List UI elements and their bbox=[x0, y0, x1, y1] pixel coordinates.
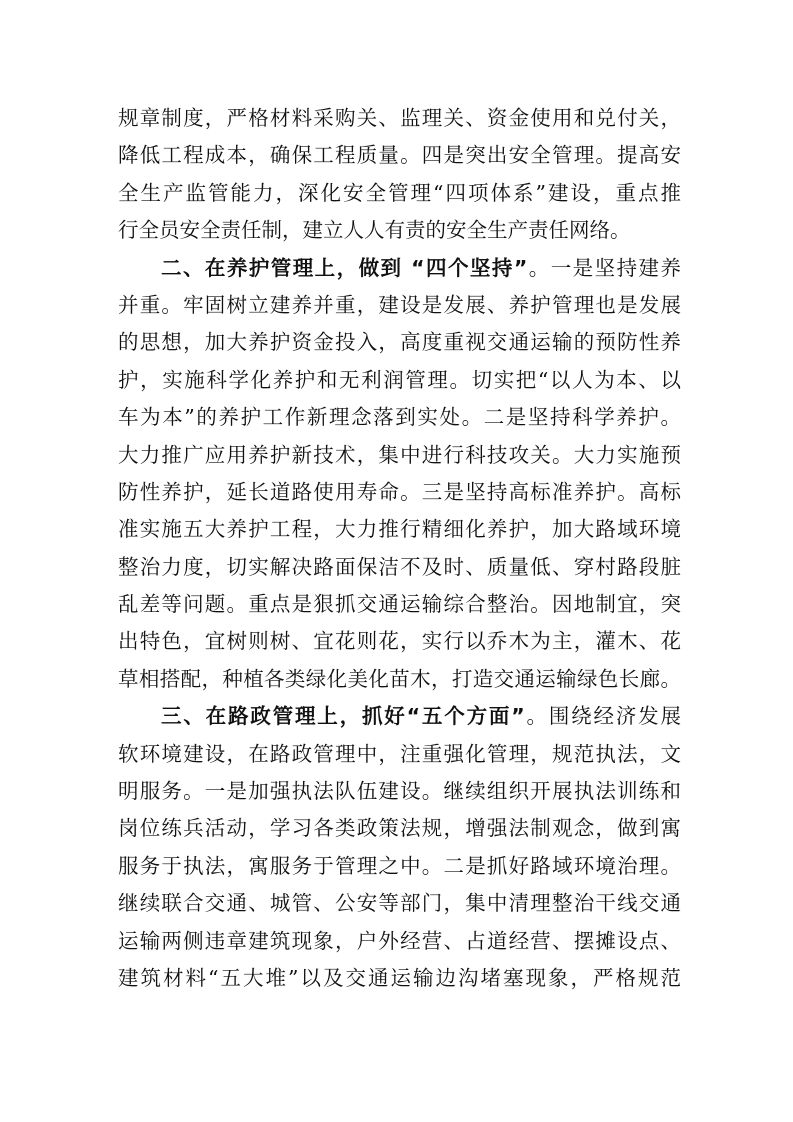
text-line bbox=[118, 661, 681, 698]
line-text: 服务于执法，寓服务于管理之中。二是抓好路域环境治理。 bbox=[118, 853, 681, 878]
line-text: 降低工程成本，确保工程质量。四是突出安全管理。提高安 bbox=[118, 143, 681, 168]
text-line bbox=[118, 810, 681, 847]
text-line bbox=[118, 848, 681, 885]
text-line bbox=[118, 773, 681, 810]
text-line bbox=[118, 212, 681, 249]
line-text: 车为本”的养护工作新理念落到实处。二是坚持科学养护。 bbox=[118, 405, 681, 430]
line-text: 大力推广应用养护新技术，集中进行科技攻关。大力实施预 bbox=[118, 442, 681, 467]
text-line bbox=[118, 923, 681, 960]
line-text: 软环境建设，在路政管理中，注重强化管理，规范执法，文 bbox=[118, 741, 681, 766]
line-text: 防性养护，延长道路使用寿命。三是坚持高标准养护。高标 bbox=[118, 479, 681, 504]
line-text: 继续联合交通、城管、公安等部门，集中清理整治干线交通 bbox=[118, 891, 681, 916]
text-line bbox=[118, 437, 681, 474]
bold-heading: 二、在养护管理上，做到 “四个坚持” bbox=[161, 255, 528, 280]
text-line bbox=[118, 549, 681, 586]
text-line bbox=[118, 511, 681, 548]
document-page bbox=[118, 100, 681, 997]
line-text: 岗位练兵活动，学习各类政策法规，增强法制观念，做到寓 bbox=[118, 816, 681, 841]
text-line bbox=[118, 623, 681, 660]
section-heading-line bbox=[118, 250, 681, 287]
line-text: 准实施五大养护工程，大力推行精细化养护，加大路域环境 bbox=[118, 517, 681, 542]
line-text: 建筑材料“五大堆”以及交通运输边沟堵塞现象，严格规范 bbox=[118, 965, 681, 990]
text-line bbox=[118, 100, 681, 137]
line-text: 。一是坚持建养 bbox=[527, 255, 681, 280]
line-text: 行全员安全责任制，建立人人有责的安全生产责任网络。 bbox=[118, 218, 631, 243]
line-text: 整治力度，切实解决路面保洁不及时、质量低、穿村路段脏 bbox=[118, 554, 681, 579]
text-line bbox=[118, 586, 681, 623]
line-text: 规章制度，严格材料采购关、监理关、资金使用和兑付关， bbox=[118, 106, 681, 130]
section-heading-line bbox=[118, 698, 681, 735]
bold-heading: 三、在路政管理上，抓好“五个方面” bbox=[161, 704, 525, 729]
line-text: 全生产监管能力，深化安全管理“四项体系”建设，重点推 bbox=[118, 180, 681, 205]
line-text: 乱差等问题。重点是狠抓交通运输综合整治。因地制宜，突 bbox=[118, 592, 681, 617]
text-line bbox=[118, 885, 681, 922]
line-text: 草相搭配，种植各类绿化美化苗木，打造交通运输绿色长廊。 bbox=[118, 666, 681, 691]
text-line bbox=[118, 175, 681, 212]
line-text: 运输两侧违章建筑现象，户外经营、占道经营、摆摊设点、 bbox=[118, 928, 681, 953]
text-line bbox=[118, 736, 681, 773]
text-line bbox=[118, 399, 681, 436]
line-text: 出特色，宜树则树、宜花则花，实行以乔木为主，灌木、花 bbox=[118, 629, 681, 654]
text-line bbox=[118, 960, 681, 997]
text-line bbox=[118, 137, 681, 174]
text-line bbox=[118, 362, 681, 399]
line-text: 护，实施科学化养护和无利润管理。切实把“以人为本、以 bbox=[118, 367, 681, 392]
line-text: 并重。牢固树立建养并重，建设是发展、养护管理也是发展 bbox=[118, 292, 681, 317]
line-text: 明服务。一是加强执法队伍建设。继续组织开展执法训练和 bbox=[118, 779, 681, 804]
text-line bbox=[118, 324, 681, 361]
text-line bbox=[118, 287, 681, 324]
line-text: 。围绕经济发展 bbox=[524, 704, 681, 729]
line-text: 的思想，加大养护资金投入，高度重视交通运输的预防性养 bbox=[118, 330, 681, 355]
text-line bbox=[118, 474, 681, 511]
